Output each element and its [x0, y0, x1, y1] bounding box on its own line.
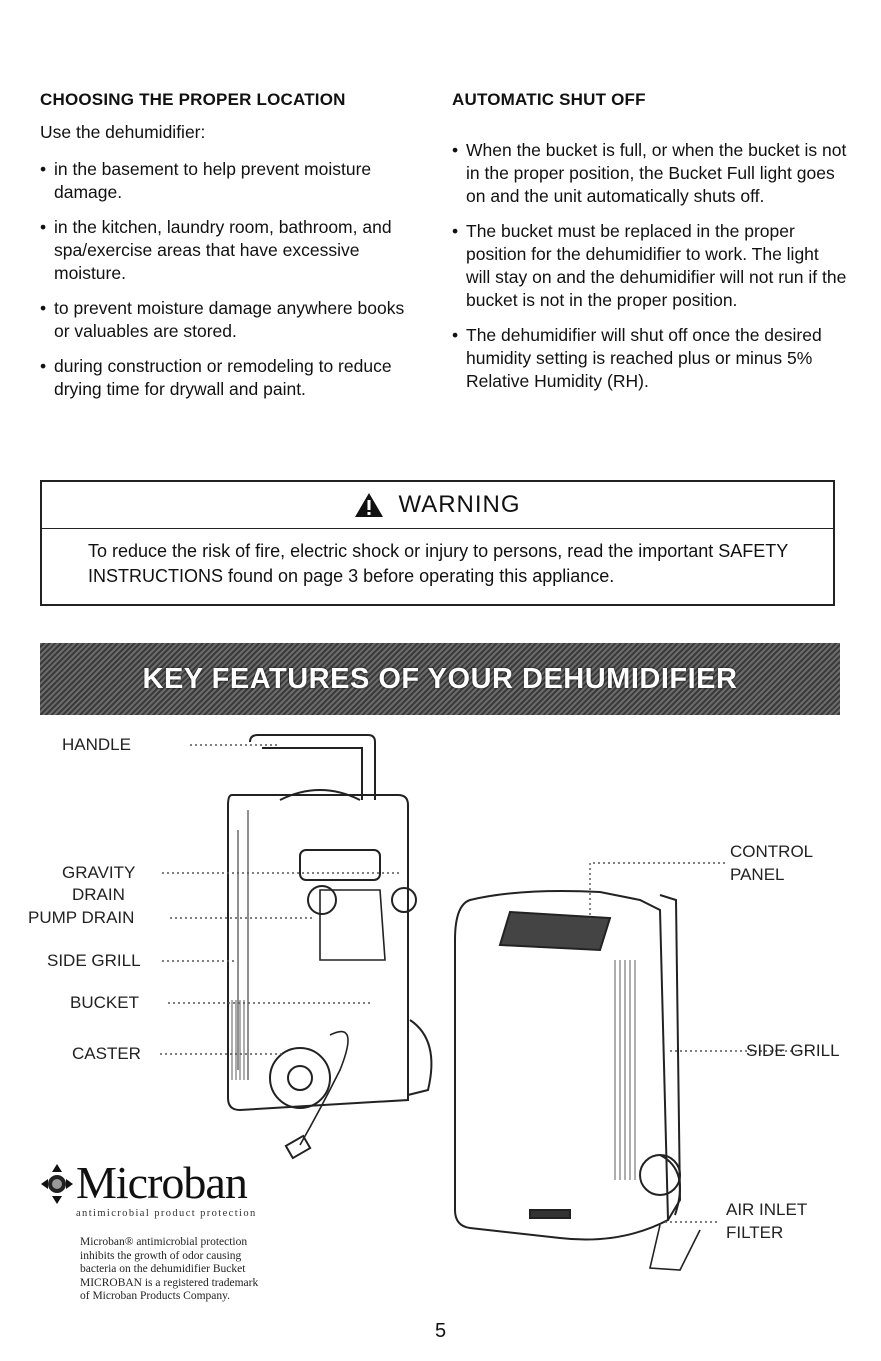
warning-title: WARNING	[398, 491, 521, 518]
features-title: KEY FEATURES OF YOUR DEHUMIDIFIER	[142, 662, 738, 695]
shutoff-list	[452, 139, 847, 393]
microban-emblem-icon	[40, 1162, 74, 1206]
list-item: • during construction or remodeling to reduce drying time for drywall and paint.	[40, 355, 420, 401]
list-item: • The dehumidifier will shut off once the desired humidity setting is reached plus or minus 5% Relative Humidity (RH).	[452, 324, 847, 393]
microban-wordmark: Microban	[76, 1157, 247, 1208]
list-item: • in the kitchen, laundry room, bathroom, and spa/exercise areas that have excessive moisture.	[40, 216, 420, 285]
warning-box	[40, 480, 835, 606]
label-side-grill-right: SIDE GRILL	[746, 1041, 840, 1060]
shutoff-section	[452, 88, 847, 405]
label-gravity-drain-1: GRAVITY	[62, 863, 136, 882]
front-unit-drawing	[455, 891, 700, 1270]
list-item: • When the bucket is full, or when the bucket is not in the proper position, the Bucket Full light goes on and the unit automatically shuts off.	[452, 139, 847, 208]
location-list	[40, 158, 420, 401]
label-side-grill-left: SIDE GRILL	[47, 951, 141, 970]
label-air-inlet-2: FILTER	[726, 1223, 784, 1242]
label-handle: HANDLE	[62, 735, 131, 754]
label-caster: CASTER	[72, 1044, 141, 1063]
label-control-panel-2: PANEL	[730, 865, 785, 884]
label-bucket: BUCKET	[70, 993, 139, 1012]
shutoff-title: AUTOMATIC SHUT OFF	[452, 90, 646, 109]
label-gravity-drain-2: DRAIN	[72, 885, 125, 904]
microban-description: Microban® antimicrobial protection inhibits the growth of odor causing bacteria on the dehumidifier Bucket MICROBAN is a registered trademark of Microban Products Company.	[80, 1236, 259, 1302]
right-grill-lines	[615, 960, 635, 1180]
warning-text: To reduce the risk of fire, electric shock or injury to persons, read the important SAFETY INSTRUCTIONS found on page 3 before operating this appliance.	[88, 541, 788, 586]
warning-header	[42, 482, 833, 529]
page-number: 5	[434, 1320, 447, 1342]
location-title: CHOOSING THE PROPER LOCATION	[40, 90, 346, 109]
list-item: • The bucket must be replaced in the proper position for the dehumidifier to work. The light will stay on and the dehumidifier will not run if the bucket is not in the proper position.	[452, 220, 847, 312]
features-banner	[40, 643, 840, 715]
label-air-inlet-1: AIR INLET	[726, 1200, 808, 1219]
label-pump-drain: PUMP DRAIN	[28, 908, 135, 927]
microban-tagline: antimicrobial product protection	[76, 1208, 257, 1219]
location-intro: Use the dehumidifier:	[40, 122, 206, 142]
location-section	[40, 88, 420, 413]
warning-triangle-icon	[354, 492, 384, 518]
list-item: • to prevent moisture damage anywhere books or valuables are stored.	[40, 297, 420, 343]
label-control-panel-1: CONTROL	[730, 842, 814, 861]
rear-unit-drawing	[228, 735, 431, 1158]
list-item: • in the basement to help prevent moisture damage.	[40, 158, 420, 204]
leader-lines	[160, 745, 810, 1222]
